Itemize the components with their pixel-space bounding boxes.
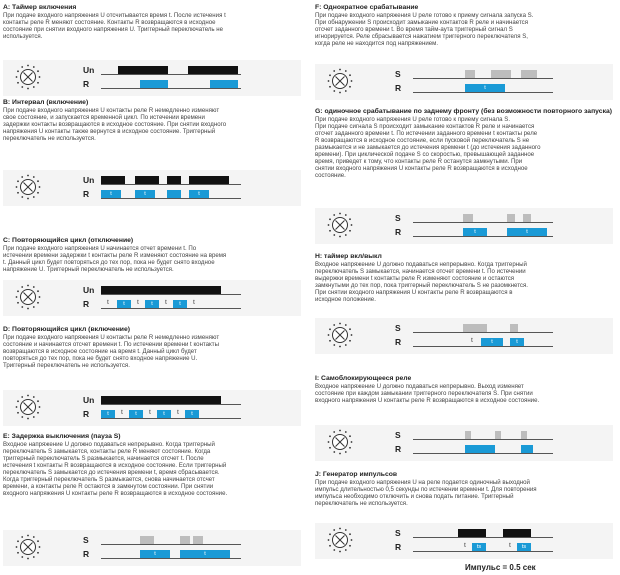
relay-on-pulse: t bbox=[507, 228, 547, 236]
description-line: повторяться до тех пор, пока не будет снято входное напряжение U. bbox=[3, 355, 198, 363]
signal-label-s: S bbox=[395, 430, 401, 440]
timing-diagram-d bbox=[3, 390, 301, 426]
supply-pulse bbox=[118, 66, 168, 74]
description-line: напряжения U контакты также вернутся в исходное состояние. Триггерный bbox=[3, 128, 216, 136]
pulse-caption: Импульс = 0.5 сек bbox=[465, 563, 536, 572]
relay-on-pulse: t bbox=[180, 550, 230, 558]
trigger-pulse bbox=[521, 431, 527, 439]
description-line: При подаче входного напряжения U на реле подается одиночный выходной bbox=[315, 479, 530, 486]
timing-diagram-c bbox=[3, 280, 301, 316]
description-line: выдержки времени t контакты реле R изменяют состояние и остаются bbox=[315, 275, 515, 283]
mode-title: D: Повторяющийся цикл (включение) bbox=[3, 326, 131, 333]
interval-label: t bbox=[464, 543, 466, 549]
mode-section-f bbox=[315, 4, 613, 47]
mode-section-j bbox=[315, 471, 613, 507]
description-line: отсчет заданного времени t. Во время тайм-аута триггерный сигнал S bbox=[315, 26, 513, 34]
trigger-pulse bbox=[523, 214, 531, 222]
mode-description bbox=[3, 441, 301, 497]
interval-label: t bbox=[137, 300, 139, 306]
description-line: задержки контакты возвращаются в исходное состояние. При снятии входного bbox=[3, 121, 227, 129]
baseline bbox=[413, 453, 553, 454]
signal-label-s: S bbox=[395, 213, 401, 223]
relay-on-pulse: t bbox=[117, 300, 131, 308]
baseline bbox=[413, 551, 553, 552]
interval-label: t bbox=[121, 410, 123, 416]
mode-description bbox=[315, 383, 613, 404]
description-line: При подаче входного напряжения U контакты реле R немедленно изменяют bbox=[3, 107, 220, 114]
trigger-pulse bbox=[463, 214, 473, 222]
description-line: времени). При циклической подаче S со скоростью, превышающей заданное bbox=[315, 151, 535, 159]
trigger-pulse bbox=[521, 70, 537, 78]
relay-on-pulse: t bbox=[101, 410, 115, 418]
description-line: контакты реле R меняют состояние. Контакты R возвращаются в исходное bbox=[3, 19, 216, 27]
time-dial-icon bbox=[327, 429, 353, 455]
description-line: переключатель S замыкается, контакты реле R меняют состояние. Когда bbox=[3, 448, 211, 456]
timing-diagram-j bbox=[315, 523, 613, 572]
trigger-pulse bbox=[193, 536, 203, 544]
mode-section-e bbox=[3, 433, 301, 497]
description-line: Когда триггерный переключатель S размыкается, снова начинается отсчет bbox=[3, 476, 215, 484]
description-line: триггерный переключатель S размыкается, начинается отсчет t. После bbox=[3, 455, 204, 463]
description-line: При подаче сигнала S происходит замыкание контактов R реле и начинается bbox=[315, 123, 535, 131]
mode-section-a bbox=[3, 4, 301, 40]
supply-pulse bbox=[101, 176, 125, 184]
mode-description bbox=[3, 334, 301, 369]
baseline bbox=[413, 439, 553, 440]
timing-diagram-g bbox=[315, 208, 613, 244]
relay-on-pulse bbox=[210, 80, 238, 88]
signal-label-r: R bbox=[83, 549, 90, 559]
trigger-pulse bbox=[507, 214, 515, 222]
mode-section-b bbox=[3, 99, 301, 142]
mode-title: C: Повторяющийся цикл (отключение) bbox=[3, 237, 134, 244]
mode-section-d bbox=[3, 326, 301, 369]
description-line: переключатель S замыкается, начинается отсчет времени t. По истечении bbox=[315, 268, 526, 276]
description-line: истечении времени задержки t контакты реле R изменяют состояние на время bbox=[3, 252, 227, 260]
description-line: свое состояние, и запускается временной цикл. По истечении времени bbox=[3, 114, 205, 122]
interval-label: t bbox=[165, 300, 167, 306]
description-line: времени, а контакты реле R остаются в замкнутом состоянии. При снятии bbox=[3, 483, 214, 491]
description-line: исходное положение. bbox=[315, 296, 376, 304]
baseline bbox=[101, 558, 241, 559]
relay-on-pulse: t bbox=[101, 190, 121, 198]
signal-label-r: R bbox=[395, 83, 402, 93]
trigger-pulse bbox=[463, 324, 487, 332]
relay-on-pulse: t bbox=[135, 190, 155, 198]
relay-on-pulse: t bbox=[129, 410, 143, 418]
signal-label-un: Un bbox=[83, 65, 95, 75]
trigger-pulse bbox=[465, 70, 475, 78]
baseline bbox=[413, 78, 553, 79]
mode-title: G: одиночное срабатывание по заднему фронту (без возможности повторного запуска) bbox=[315, 108, 613, 115]
trigger-pulse bbox=[465, 431, 471, 439]
signal-label-s: S bbox=[395, 69, 401, 79]
timing-diagram-b bbox=[3, 170, 301, 206]
description-line: снятии входного напряжения U контакты реле R возвращаются в исходное bbox=[315, 165, 528, 173]
baseline bbox=[413, 236, 553, 237]
description-line: При подаче входного напряжения U начинается отчет времени t. По bbox=[3, 245, 197, 252]
interval-label: t bbox=[471, 338, 473, 344]
description-line: При обнаружении S происходит замыкание контактов R реле и начинается bbox=[315, 19, 529, 27]
baseline bbox=[101, 294, 241, 295]
mode-title: B: Интервал (включение) bbox=[3, 99, 89, 106]
interval-label: t bbox=[509, 543, 511, 549]
supply-pulse bbox=[101, 396, 221, 404]
time-dial-icon bbox=[327, 322, 353, 348]
trigger-pulse bbox=[140, 536, 154, 544]
description-line: входного напряжения U контакты реле R возвращаются в исходное состояние. bbox=[3, 490, 228, 498]
mode-description bbox=[3, 12, 301, 40]
mode-section-i bbox=[315, 375, 613, 404]
supply-pulse bbox=[135, 176, 159, 184]
relay-on-pulse: ts bbox=[472, 543, 486, 551]
trigger-pulse bbox=[491, 70, 511, 78]
baseline bbox=[413, 222, 553, 223]
relay-on-pulse: t bbox=[465, 84, 505, 92]
baseline bbox=[413, 92, 553, 93]
description-line: время, приведет к тому, что контакты реле R останутся замкнутыми. При bbox=[315, 158, 523, 166]
mode-title: A: Таймер включения bbox=[3, 4, 77, 11]
signal-label-r: R bbox=[395, 444, 402, 454]
mode-title: I: Самоблокирующееся реле bbox=[315, 375, 412, 382]
relay-on-pulse bbox=[167, 190, 181, 198]
description-line: состояние. bbox=[315, 172, 346, 180]
description-line: Входное напряжение U должно подаваться непрерывно. Когда триггерный bbox=[3, 441, 215, 448]
relay-on-pulse bbox=[521, 445, 533, 453]
description-line: размыкается и не замыкается до истечения времени t (до истечения заданного bbox=[315, 144, 541, 152]
relay-on-pulse: t bbox=[189, 190, 209, 198]
relay-on-pulse: t bbox=[157, 410, 171, 418]
baseline bbox=[413, 537, 553, 538]
signal-label-s: S bbox=[83, 535, 89, 545]
baseline bbox=[101, 184, 241, 185]
signal-label-r: R bbox=[83, 299, 90, 309]
relay-on-pulse: t bbox=[173, 300, 187, 308]
description-line: переключатель S замыкается до истечения времени t, время сбрасывается. bbox=[3, 469, 220, 477]
signal-label-r: R bbox=[395, 337, 402, 347]
timing-diagram-i bbox=[315, 425, 613, 461]
mode-section-g bbox=[315, 108, 613, 179]
time-dial-icon bbox=[327, 527, 353, 553]
supply-pulse bbox=[189, 176, 229, 184]
supply-pulse bbox=[167, 176, 181, 184]
time-dial-icon bbox=[15, 64, 41, 90]
description-line: состояние при каждом замыкании триггерного переключателя S. При снятии bbox=[315, 390, 533, 398]
signal-label-r: R bbox=[83, 409, 90, 419]
baseline bbox=[101, 404, 241, 405]
relay-on-pulse: ts bbox=[517, 543, 531, 551]
supply-pulse bbox=[188, 66, 238, 74]
mode-description bbox=[315, 116, 613, 179]
relay-on-pulse bbox=[140, 80, 168, 88]
relay-on-pulse: t bbox=[185, 410, 199, 418]
description-line: состояние при снятии входного напряжения U. Триггерный переключатель не bbox=[3, 26, 224, 34]
time-dial-icon bbox=[15, 284, 41, 310]
mode-title: J: Генератор импульсов bbox=[315, 471, 398, 478]
description-line: переключатель не используется. bbox=[315, 500, 408, 508]
description-line: отсчет заданного времени t. По истечении заданного времени t контакты реле bbox=[315, 130, 538, 138]
supply-pulse bbox=[458, 529, 486, 537]
description-line: истечения t контакты R возвращаются в исходное состояние. Если триггерный bbox=[3, 462, 227, 470]
baseline bbox=[413, 346, 553, 347]
signal-label-un: Un bbox=[83, 175, 95, 185]
description-line: При подаче входного напряжения U реле готово к приему сигнала запуска S. bbox=[315, 12, 534, 19]
signal-label-r: R bbox=[83, 79, 90, 89]
description-line: импульс длительностью 0,5 секунды по истечении времени t. Для повторения bbox=[315, 486, 537, 494]
interval-label: t bbox=[107, 300, 109, 306]
signal-label-r: R bbox=[395, 542, 402, 552]
description-line: При подаче входного напряжения U реле готово к приему сигнала S. bbox=[315, 116, 511, 123]
description-line: t. Данный цикл будет повторяться до тех пор, пока не будет снято входное bbox=[3, 259, 215, 267]
supply-pulse bbox=[503, 529, 531, 537]
time-dial-icon bbox=[327, 212, 353, 238]
mode-title: F: Однократное срабатывание bbox=[315, 4, 419, 11]
baseline bbox=[101, 88, 241, 89]
mode-description bbox=[315, 261, 613, 303]
timing-diagram-f bbox=[315, 64, 613, 100]
mode-description bbox=[3, 245, 301, 273]
relay-on-pulse: t bbox=[463, 228, 487, 236]
time-dial-icon bbox=[15, 534, 41, 560]
mode-title: E: Задержка выключения (пауза S) bbox=[3, 433, 121, 440]
signal-label-un: Un bbox=[83, 285, 95, 295]
description-line: напряжение U. Триггерный переключатель не используется. bbox=[3, 266, 174, 274]
description-line: переключатель не используется. bbox=[3, 135, 96, 143]
relay-on-pulse: t bbox=[481, 338, 503, 346]
description-line: R возвращаются в исходное состояние, если пусковой переключатель S не bbox=[315, 137, 530, 145]
time-dial-icon bbox=[327, 68, 353, 94]
signal-label-un: Un bbox=[83, 395, 95, 405]
signal-label-r: R bbox=[83, 189, 90, 199]
description-line: Входное напряжение U должно подаваться непрерывно. Когда триггерный bbox=[315, 261, 527, 268]
interval-label: t bbox=[177, 410, 179, 416]
description-line: состояние и начинается отсчет времени t. По истечении времени t контакты bbox=[3, 341, 219, 349]
mode-description bbox=[315, 12, 613, 47]
trigger-pulse bbox=[495, 431, 501, 439]
description-line: При подаче входного напряжения U отсчитывается время t. После истечения t bbox=[3, 12, 226, 19]
relay-on-pulse: t bbox=[145, 300, 159, 308]
baseline bbox=[101, 308, 241, 309]
baseline bbox=[101, 544, 241, 545]
interval-label: t bbox=[149, 410, 151, 416]
baseline bbox=[101, 418, 241, 419]
timing-diagram-a bbox=[3, 60, 301, 96]
mode-section-h bbox=[315, 253, 613, 303]
description-line: Триггерный переключатель не используется. bbox=[3, 362, 130, 370]
description-line: импульса необходимо отключить и снова подать питание. Триггерный bbox=[315, 493, 514, 501]
mode-description bbox=[3, 107, 301, 142]
signal-label-r: R bbox=[395, 227, 402, 237]
trigger-pulse bbox=[510, 324, 518, 332]
description-line: При снятии входного напряжения U контакты реле R возвращаются в bbox=[315, 289, 513, 297]
description-line: Входное напряжение U должно подаваться непрерывно. Выход изменяет bbox=[315, 383, 524, 390]
interval-label: t bbox=[193, 300, 195, 306]
time-dial-icon bbox=[15, 394, 41, 420]
trigger-pulse bbox=[180, 536, 190, 544]
relay-on-pulse: t bbox=[510, 338, 524, 346]
description-line: входного напряжения U контакты реле R возвращаются в исходное состояние. bbox=[315, 397, 540, 405]
signal-label-s: S bbox=[395, 528, 401, 538]
timing-diagram-h bbox=[315, 318, 613, 354]
description-line: замкнутыми до тех пор, пока триггерный переключатель S не разомкнется. bbox=[315, 282, 528, 290]
description-line: возвращаются в исходное состояние на время t. Данный цикл будет bbox=[3, 348, 197, 356]
description-line: При подаче входного напряжения U контакты реле R немедленно изменяют bbox=[3, 334, 220, 341]
mode-title: H: таймер вкл/выкл bbox=[315, 253, 382, 260]
description-line: игнорируется. Реле сбрасывается нажатием триггерного переключателя S, bbox=[315, 33, 528, 41]
supply-pulse bbox=[101, 286, 221, 294]
mode-section-c bbox=[3, 237, 301, 273]
baseline bbox=[101, 198, 241, 199]
signal-label-s: S bbox=[395, 323, 401, 333]
relay-on-pulse bbox=[465, 445, 495, 453]
mode-description bbox=[315, 479, 613, 507]
relay-on-pulse: t bbox=[140, 550, 170, 558]
description-line: используется. bbox=[3, 33, 43, 41]
baseline bbox=[413, 332, 553, 333]
timing-diagram-e bbox=[3, 530, 301, 566]
description-line: когда реле не находится под напряжением. bbox=[315, 40, 439, 48]
time-dial-icon bbox=[15, 174, 41, 200]
baseline bbox=[101, 74, 241, 75]
